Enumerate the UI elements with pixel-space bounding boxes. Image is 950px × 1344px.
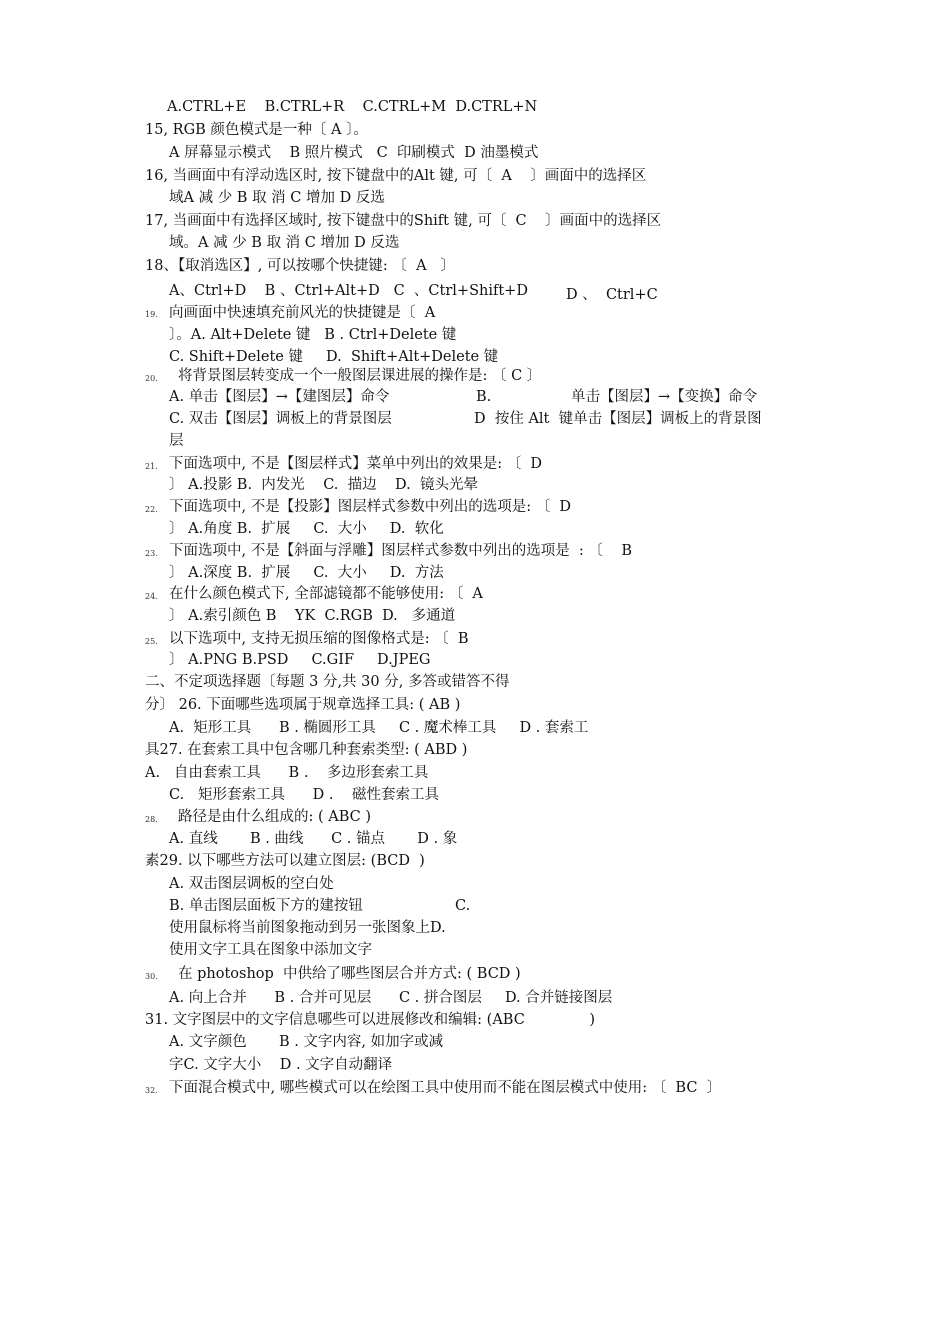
text-line: A. 自由套索工具 B . 多边形套索工具 bbox=[145, 765, 429, 781]
text-line: A. 直线 B . 曲线 C . 锚点 D . 象 bbox=[169, 831, 458, 847]
text-line: D 、 Ctrl+C bbox=[566, 287, 658, 303]
question-number: 32. bbox=[145, 1086, 158, 1095]
text-line: 下面混合模式中, 哪些模式可以在绘图工具中使用而不能在图层模式中使用: 〔 BC 〕 bbox=[169, 1080, 722, 1096]
text-line: D 按住 Alt 键单击【图层】调板上的背景图 bbox=[474, 411, 762, 427]
question-number: 20. bbox=[145, 374, 158, 383]
text-line: A. 双击图层调板的空白处 bbox=[169, 876, 334, 892]
text-line: 层 bbox=[169, 433, 184, 449]
text-line: 16, 当画面中有浮动选区时, 按下键盘中的Alt 键, 可〔 A 〕画面中的选择区 bbox=[145, 168, 647, 184]
text-line: 〕 A.索引颜色 B YK C.RGB D. 多通道 bbox=[169, 608, 456, 624]
text-line: C. bbox=[455, 898, 471, 914]
text-line: 〕 A.角度 B. 扩展 C. 大小 D. 软化 bbox=[169, 521, 444, 537]
text-line: 15, RGB 颜色模式是一种〔 A 〕。 bbox=[145, 122, 368, 138]
text-line: A. 文字颜色 B . 文字内容, 如加字或减 bbox=[169, 1034, 444, 1050]
text-line: 素29. 以下哪些方法可以建立图层: (BCD ) bbox=[145, 853, 425, 869]
text-line: 路径是由什么组成的: ( ABC ) bbox=[178, 809, 372, 825]
text-line: 向画面中快速填充前风光的快捷键是〔 A bbox=[169, 305, 436, 321]
question-number: 23. bbox=[145, 549, 158, 558]
text-line: 以下选项中, 支持无损压缩的图像格式是: 〔 B bbox=[169, 631, 469, 647]
question-number: 22. bbox=[145, 505, 158, 514]
text-line: A. 单击【图层】→【建图层】命令 bbox=[169, 389, 390, 405]
text-line: C. 双击【图层】调板上的背景图层 bbox=[169, 411, 392, 427]
text-line: A. 矩形工具 B . 椭圆形工具 C . 魔术棒工具 D . 套索工 bbox=[169, 720, 589, 736]
text-line: A.CTRL+E B.CTRL+R C.CTRL+M D.CTRL+N bbox=[167, 99, 538, 115]
question-number: 25. bbox=[145, 637, 158, 646]
question-number: 30. bbox=[145, 972, 158, 981]
question-number: 28. bbox=[145, 815, 158, 824]
text-line: 在什么颜色模式下, 全部滤镜都不能够使用: 〔 A bbox=[169, 586, 483, 602]
text-line: 将背景图层转变成一个一般图层课进展的操作是: 〔 C 〕 bbox=[178, 368, 542, 384]
text-line: 单击【图层】→【变换】命令 bbox=[571, 389, 758, 405]
text-line: A. 向上合并 B . 合并可见层 C . 拼合图层 D. 合并链接图层 bbox=[169, 990, 613, 1006]
text-line: 字C. 文字大小 D . 文字自动翻译 bbox=[169, 1057, 393, 1073]
text-line: 17, 当画面中有选择区域时, 按下键盘中的Shift 键, 可〔 C 〕画面中的选择区 bbox=[145, 213, 662, 229]
text-line: 使用文字工具在图象中添加文字 bbox=[169, 942, 372, 958]
text-line: 域。A 减 少 B 取 消 C 增加 D 反选 bbox=[169, 235, 400, 251]
text-line: A、Ctrl+D B 、Ctrl+Alt+D C 、Ctrl+Shift+D bbox=[169, 283, 528, 299]
text-line: 域A 减 少 B 取 消 C 增加 D 反选 bbox=[169, 190, 385, 206]
text-line: A 屏幕显示模式 B 照片模式 C 印刷模式 D 油墨模式 bbox=[169, 145, 539, 161]
text-line: 〕 A.PNG B.PSD C.GIF D.JPEG bbox=[169, 652, 431, 668]
text-line: B. bbox=[476, 389, 492, 405]
text-line: B. 单击图层面板下方的建按钮 bbox=[169, 898, 363, 914]
section-heading: 二、不定项选择题〔每题 3 分,共 30 分, 多答或错答不得 bbox=[145, 674, 510, 690]
question-number: 19. bbox=[145, 310, 158, 319]
text-line: 下面选项中, 不是【投影】图层样式参数中列出的选项是: 〔 D bbox=[169, 499, 572, 515]
text-line: 使用鼠标将当前图象拖动到另一张图象上D. bbox=[169, 920, 446, 936]
question-number: 21. bbox=[145, 462, 158, 471]
text-line: 下面选项中, 不是【斜面与浮雕】图层样式参数中列出的选项是 : 〔 B bbox=[169, 543, 633, 559]
text-line: 〕 A.投影 B. 内发光 C. 描边 D. 镜头光晕 bbox=[169, 477, 478, 493]
text-line: C. Shift+Delete 键 D. Shift+Alt+Delete 键 bbox=[169, 349, 499, 365]
text-line: C. 矩形套索工具 D . 磁性套索工具 bbox=[169, 787, 439, 803]
text-line: 具27. 在套索工具中包含哪几种套索类型: ( ABD ) bbox=[145, 742, 468, 758]
text-line: 〕 A.深度 B. 扩展 C. 大小 D. 方法 bbox=[169, 565, 444, 581]
text-line: 在 photoshop 中供给了哪些图层合并方式: ( BCD ) bbox=[178, 966, 521, 982]
text-line: 18、【取消选区】, 可以按哪个快捷键: 〔 A 〕 bbox=[145, 258, 455, 274]
text-line: 〕。A. Alt+Delete 键 B . Ctrl+Delete 键 bbox=[169, 327, 457, 343]
text-line: 分〕 26. 下面哪些选项属于规章选择工具: ( AB ) bbox=[145, 697, 461, 713]
text-line: 下面选项中, 不是【图层样式】菜单中列出的效果是: 〔 D bbox=[169, 456, 543, 472]
question-number: 24. bbox=[145, 592, 158, 601]
text-line: 31. 文字图层中的文字信息哪些可以进展修改和编辑: (ABC ) bbox=[145, 1012, 595, 1028]
